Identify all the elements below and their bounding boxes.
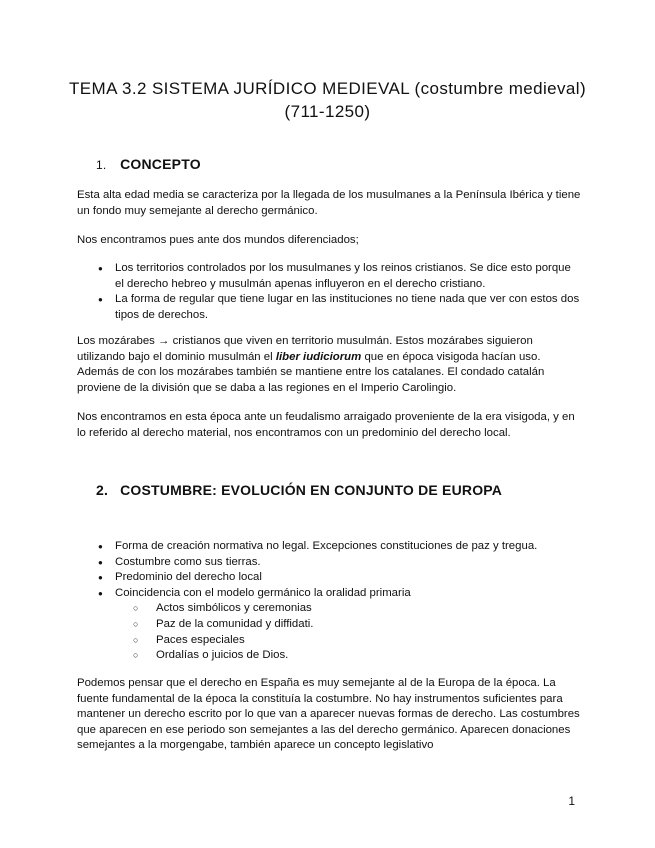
list-item: ● Forma de creación normativa no legal. Excepciones constituciones de paz y tregua. [77, 539, 582, 555]
list-item: ● La forma de regular que tiene lugar en las instituciones no tiene nada que ver con estos dos tipos de derechos. [77, 292, 582, 323]
section-number: 1. [96, 158, 107, 172]
list-item [77, 586, 582, 664]
text-run: Los mozárabes → cristianos que viven en territorio musulmán. Estos mozárabes siguieron utilizando bajo el dominio musulmán el [77, 335, 533, 363]
section-title: COSTUMBRE: EVOLUCIÓN EN CONJUNTO DE EUROPA [120, 482, 503, 498]
list-item: ● Predominio del derecho local [77, 570, 582, 586]
section-title: CONCEPTO [120, 156, 201, 172]
sub-list-item: ○ Paz de la comunidad y diffidati. [115, 617, 582, 633]
page-number: 1 [568, 794, 575, 808]
emphasized-term: liber iudiciorum [275, 350, 362, 363]
document-title: TEMA 3.2 SISTEMA JURÍDICO MEDIEVAL (costumbre medieval) (711-1250) [68, 79, 587, 121]
sub-list-item: ○ Actos simbólicos y ceremonias [115, 601, 582, 617]
sub-list-item: ○ Paces especiales [115, 633, 582, 649]
text-run: que en época visigoda hacían uso. Además de con los mozárabes también se mantiene entre los catalanes. El condado catalán proviene de la división que se daba a las regiones en el Imperio Carolingio. [77, 350, 545, 394]
concepto-paragraph-4: Nos encontramos en esta época ante un feudalismo arraigado proveniente de la era visigoda, y en lo referido al derecho material, nos encontramos con un predominio del derecho local. [77, 411, 575, 439]
sub-list-item: ○ Ordalías o juicios de Dios. [115, 648, 582, 664]
concepto-paragraph-2: Nos encontramos pues ante dos mundos diferenciados; [77, 234, 359, 246]
concepto-paragraph-3 [77, 334, 582, 396]
section-number: 2. [96, 482, 109, 498]
concepto-paragraph-1: Esta alta edad media se caracteriza por la llegada de los musulmanes a la Península Ibérica y tiene un fondo muy semejante al derecho germánico. [77, 189, 581, 217]
list-item-text: Coincidencia con el modelo germánico la oralidad primaria [115, 586, 411, 599]
section-heading-concepto [96, 156, 201, 172]
list-item: ● Costumbre como sus tierras. [77, 555, 582, 571]
sub-bullet-list [115, 601, 582, 663]
concepto-bullet-list [77, 261, 582, 323]
list-item: ● Los territorios controlados por los musulmanes y los reinos cristianos. Se dice esto porque el derecho hebreo y musulmán apenas influyeron en el derecho cristiano. [77, 261, 582, 292]
section-heading-costumbre [96, 482, 502, 498]
costumbre-bullet-list [77, 539, 582, 664]
costumbre-paragraph-1: Podemos pensar que el derecho en España es muy semejante al de la Europa de la época. La fuente fundamental de la época la constituía la costumbre. No hay instrumentos suficientes para mantener un derecho escrito por lo que van a aparecer nuevas formas de derecho. Las costumbres que aparecen en ese periodo son semejantes a las del derecho germánico. Aparecen donaciones semejantes a la morgengabe, también aparece un concepto legislativo [77, 677, 580, 752]
